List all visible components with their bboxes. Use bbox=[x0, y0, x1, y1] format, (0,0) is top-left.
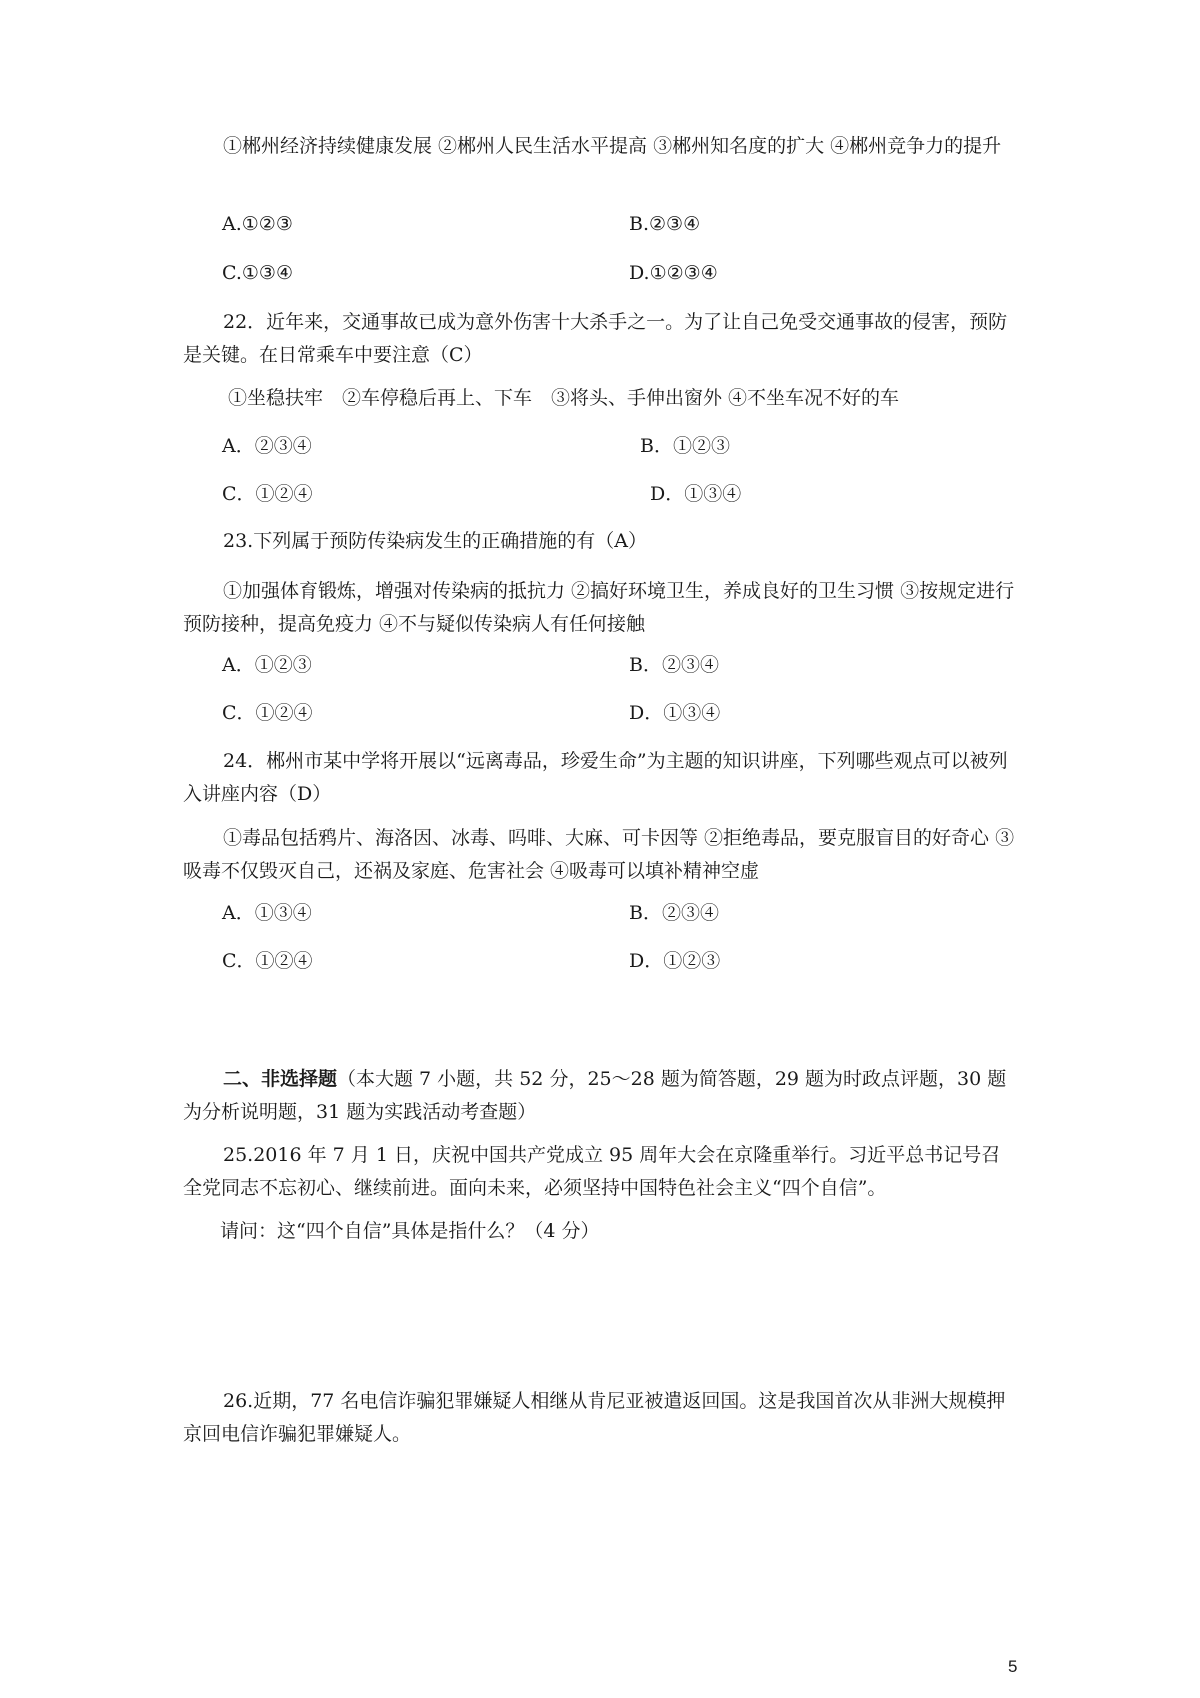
q21-option-d: D.①②③④ bbox=[629, 262, 718, 284]
section2-desc: （本大题 7 小题，共 52 分，25～28 题为简答题，29 题为时政点评题，30 题为分析说明题，31 题为实践活动考查题） bbox=[183, 1068, 1007, 1123]
q24-option-d: D．①②③ bbox=[629, 950, 721, 972]
q21-option-a: A.①②③ bbox=[222, 213, 293, 235]
q21-statement: ①郴州经济持续健康发展 ②郴州人民生活水平提高 ③郴州知名度的扩大 ④郴州竞争力的提升 bbox=[223, 135, 1002, 157]
q22-option-b: B．①②③ bbox=[640, 435, 730, 457]
q21-options-row-1 bbox=[222, 208, 1022, 241]
q24-option-c: C．①②④ bbox=[222, 950, 313, 972]
q23-option-c: C．①②④ bbox=[222, 702, 313, 724]
q25-question: 请问：这“四个自信”具体是指什么？（4 分） bbox=[220, 1220, 600, 1242]
q22-statement: ①坐稳扶牢 ②车停稳后再上、下车 ③将头、手伸出窗外 ④不坐车况不好的车 bbox=[228, 387, 900, 409]
q24-statement: ①毒品包括鸦片、海洛因、冰毒、吗啡、大麻、可卡因等 ②拒绝毒品，要克服盲目的好奇心 ③吸毒不仅毁灭自己，还祸及家庭、危害社会 ④吸毒可以填补精神空虚 bbox=[183, 827, 1015, 882]
q23-options-row-1 bbox=[222, 649, 1022, 682]
q22-option-a: A．②③④ bbox=[222, 435, 312, 457]
q23-statement: ①加强体育锻炼，增强对传染病的抵抗力 ②搞好环境卫生，养成良好的卫生习惯 ③按规定进行预防接种，提高免疫力 ④不与疑似传染病人有任何接触 bbox=[183, 580, 1015, 635]
q24-option-a: A．①③④ bbox=[222, 902, 312, 924]
q23-option-b: B．②③④ bbox=[629, 654, 719, 676]
q23-option-d: D．①③④ bbox=[629, 702, 721, 724]
q21-option-b: B.②③④ bbox=[629, 213, 701, 235]
q23-option-a: A．①②③ bbox=[222, 654, 312, 676]
section2-title: 二、非选择题 bbox=[223, 1068, 338, 1090]
q24-option-b: B．②③④ bbox=[629, 902, 719, 924]
q21-option-c: C.①③④ bbox=[222, 262, 293, 284]
q24-options-row-1 bbox=[222, 897, 1022, 930]
q22-option-c: C．①②④ bbox=[222, 483, 313, 505]
q22-option-d: D．①③④ bbox=[650, 483, 742, 505]
q23-options-row-2 bbox=[222, 697, 1022, 730]
q22-stem: 22．近年来，交通事故已成为意外伤害十大杀手之一。为了让自己免受交通事故的侵害，预防是关键。在日常乘车中要注意（C） bbox=[183, 311, 1008, 366]
q24-options-row-2 bbox=[222, 945, 1022, 978]
section2-heading bbox=[183, 1063, 1019, 1129]
q21-options-row-2 bbox=[222, 257, 1022, 290]
page-number: 5 bbox=[1008, 1657, 1018, 1676]
q25-stem: 25.2016 年 7 月 1 日，庆祝中国共产党成立 95 周年大会在京隆重举行。习近平总书记号召全党同志不忘初心、继续前进。面向未来，必须坚持中国特色社会主义“四个自信”。 bbox=[183, 1144, 1001, 1199]
q26-stem: 26.近期，77 名电信诈骗犯罪嫌疑人相继从肯尼亚被遣返回国。这是我国首次从非洲大规模押京回电信诈骗犯罪嫌疑人。 bbox=[183, 1390, 1006, 1445]
q24-stem: 24．郴州市某中学将开展以“远离毒品，珍爱生命”为主题的知识讲座，下列哪些观点可以被列入讲座内容（D） bbox=[183, 750, 1008, 805]
q22-options-row-1 bbox=[222, 430, 1022, 463]
q22-options-row-2 bbox=[222, 478, 1022, 511]
q23-stem: 23.下列属于预防传染病发生的正确措施的有（A） bbox=[223, 530, 647, 552]
